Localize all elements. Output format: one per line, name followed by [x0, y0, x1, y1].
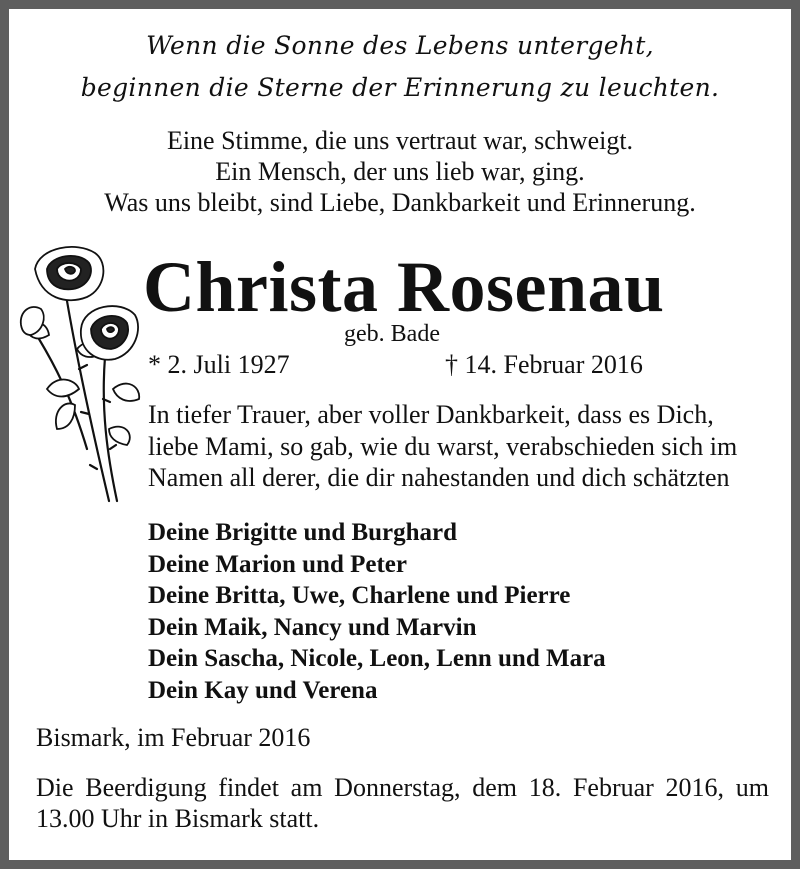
family-line: Deine Brigitte und Burghard	[148, 519, 458, 546]
poem-line: beginnen die Sterne der Erinnerung zu leuchten.	[80, 73, 720, 102]
funeral-notice: Die Beerdigung findet am Donnerstag, dem 18. Februar 2016, um 13.00 Uhr in Bismark statt.	[36, 773, 769, 833]
family-line: Deine Marion und Peter	[148, 550, 407, 578]
mourning-line: liebe Mami, so gab, wie du warst, verabschieden sich im	[148, 431, 738, 461]
family-line: Deine Britta, Uwe, Charlene und Pierre	[148, 582, 571, 609]
obituary-card	[9, 9, 791, 860]
mourning-line: Namen all derer, die dir nahestanden und dich schätzten	[148, 463, 730, 492]
mourning-text	[148, 399, 737, 494]
family-line: Dein Sascha, Nicole, Leon, Lenn und Mara	[148, 645, 606, 672]
family-line: Dein Maik, Nancy und Marvin	[148, 613, 477, 641]
rose-illustration-icon	[17, 239, 143, 509]
verse-line: Eine Stimme, die uns vertraut war, schweigt.	[166, 126, 634, 155]
poem-quote	[9, 25, 791, 109]
verse-line: Was uns bleibt, sind Liebe, Dankbarkeit und Erinnerung.	[104, 188, 696, 217]
mourning-line: In tiefer Trauer, aber voller Dankbarkeit, dass es Dich,	[148, 400, 714, 429]
deceased-name: Christa Rosenau	[143, 247, 665, 327]
family-signatories	[148, 517, 606, 706]
verse-quote	[9, 125, 791, 218]
place-date: Bismark, im Februar 2016	[36, 723, 311, 752]
family-line: Dein Kay und Verena	[148, 676, 378, 704]
maiden-name: geb. Bade	[344, 321, 440, 347]
birth-date: * 2. Juli 1927	[148, 350, 290, 379]
verse-line: Ein Mensch, der uns lieb war, ging.	[215, 157, 585, 186]
death-date: † 14. Februar 2016	[445, 350, 643, 379]
poem-line: Wenn die Sonne des Lebens untergeht,	[146, 31, 654, 60]
